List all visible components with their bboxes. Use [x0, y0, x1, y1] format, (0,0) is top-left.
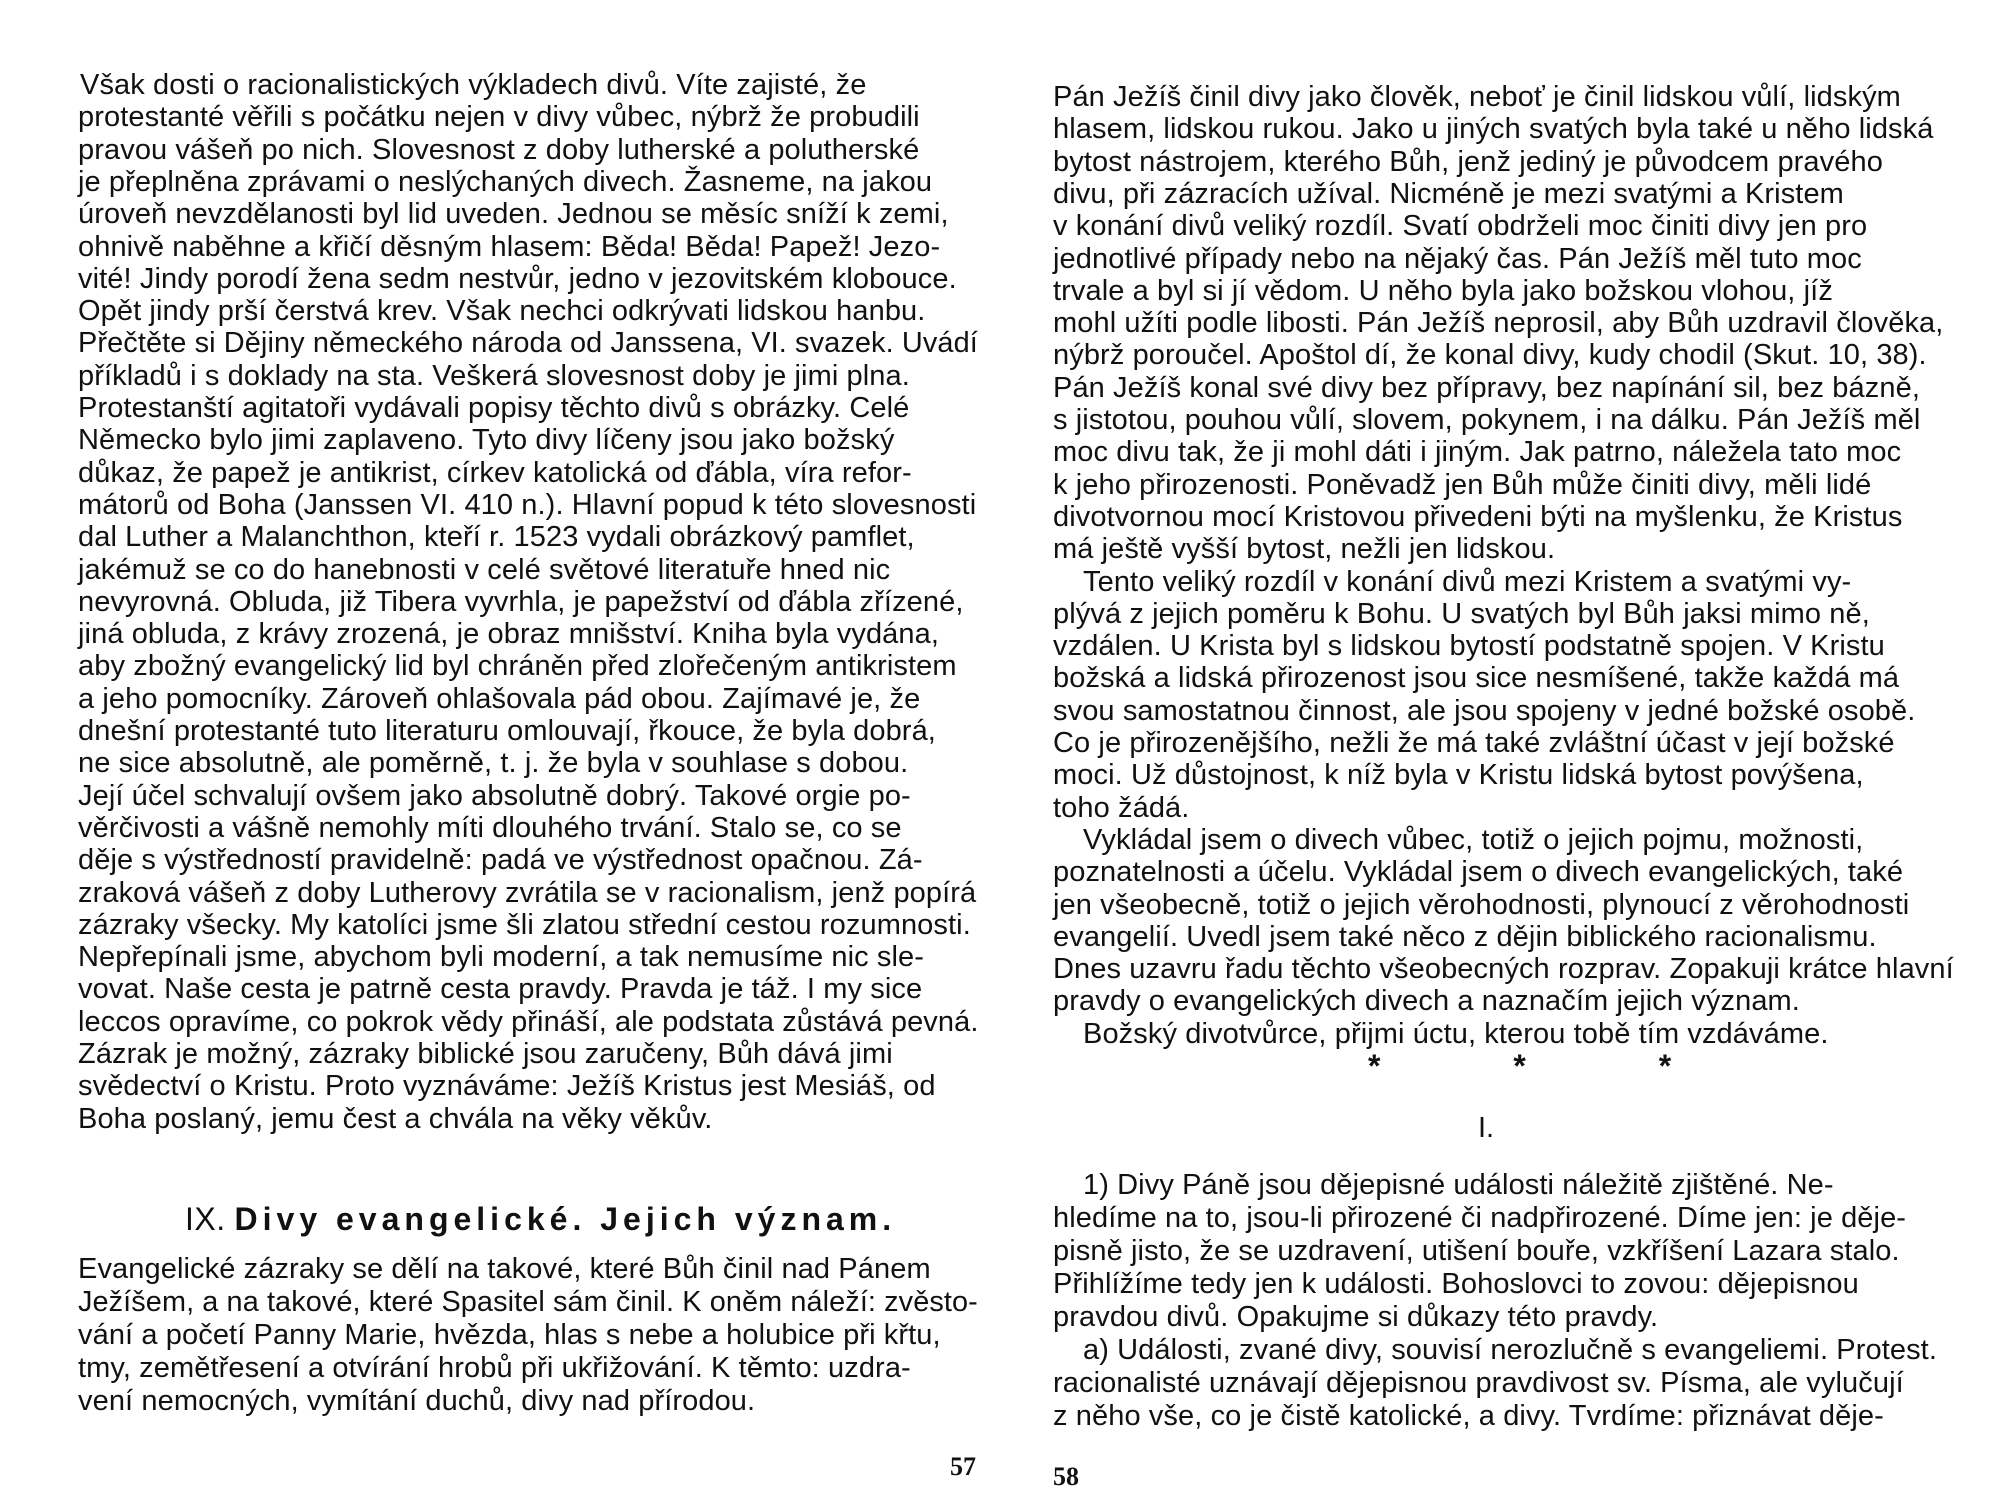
text-line: protestanté věřili s počátku nejen v divy vůbec, nýbrž že probudili: [78, 101, 920, 134]
text-line: Pán Ježíš konal své divy bez přípravy, bez napínání sil, bez bázně,: [1053, 371, 1920, 404]
text-line: aby zbožný evangelický lid byl chráněn před zlořečeným antikristem: [78, 650, 957, 683]
text-line: 1) Divy Páně jsou dějepisné události náležitě zjištěné. Ne-: [1083, 1169, 1834, 1201]
text-line: Opět jindy prší čerstvá krev. Však nechci odkrývati lidskou hanbu.: [78, 295, 926, 328]
text-line: hledíme na to, jsou-li přirozené či nadpřirozené. Díme jen: je děje-: [1053, 1202, 1907, 1234]
text-line: moc divu tak, že ji mohl dáti i jiným. Jak patrno, náležela tato moc: [1053, 436, 1902, 469]
text-line: jen všeobecně, totiž o jejich věrohodnosti, plynoucí z věrohodnosti: [1053, 888, 1910, 921]
text-line: s jistotou, pouhou vůlí, slovem, pokynem, i na dálku. Pán Ježíš měl: [1053, 404, 1921, 436]
text-line: Nepřepínali jsme, abychom byli moderní, a tak nemusíme nic sle-: [78, 941, 925, 974]
text-line: jednotlivé případy nebo na nějaký čas. Pán Ježíš měl tuto moc: [1053, 242, 1862, 275]
text-line: pravou vášeň po nich. Slovesnost z doby lutherské a polutherské: [78, 133, 920, 166]
text-line: a) Události, zvané divy, souvisí nerozlučně s evangeliemi. Protest.: [1083, 1334, 1938, 1366]
text-line: a jeho pomocníky. Zároveň ohlašovala pád obou. Zajímavé je, že: [78, 682, 921, 715]
page-number-right: 58: [1053, 1462, 1079, 1491]
text-line: ne sice absolutně, ale poměrně, t. j. že byla v souhlase s dobou.: [78, 747, 909, 780]
text-line: vovat. Naše cesta je patrně cesta pravdy. Pravda je táž. I my sice: [78, 973, 923, 1006]
text-line: poznatelnosti a účelu. Vykládal jsem o divech evangelických, také: [1053, 856, 1904, 889]
chapter-heading: [185, 1200, 896, 1238]
text-line: Její účel schvalují ovšem jako absolutně dobrý. Takové orgie po-: [78, 779, 911, 812]
text-line: vání a početí Panny Marie, hvězda, hlas s nebe a holubice při křtu,: [78, 1319, 941, 1351]
text-line: vzdálen. U Krista byl s lidskou bytostí podstatně spojen. V Kristu: [1053, 630, 1885, 663]
chapter-number: IX.: [185, 1201, 226, 1237]
text-line: úroveň nevzdělanosti byl lid uveden. Jednou se měsíc sníží k zemi,: [78, 198, 949, 231]
text-line: divu, při zázracích užíval. Nicméně je mezi svatými a Kristem: [1053, 177, 1844, 210]
section-label: I.: [1478, 1112, 1495, 1144]
text-line: bytost nástrojem, kterého Bůh, jenž jediný je původcem pravého: [1053, 145, 1883, 178]
text-line: dal Luther a Malanchthon, kteří r. 1523 vydali obrázkový pamflet,: [78, 521, 915, 554]
text-line: nevyrovná. Obluda, již Tibera vyvrhla, je papežství od ďábla zřízené,: [78, 585, 964, 618]
text-line: děje s výstředností pravidelně: padá ve výstřednost opačnou. Zá-: [78, 844, 923, 877]
text-line: pravdou divů. Opakujme si důkazy této pravdy.: [1053, 1301, 1659, 1333]
text-line: ohnivě naběhne a křičí děsným hlasem: Běda! Běda! Papež! Jezo-: [78, 230, 941, 263]
text-line: trvale a byl si jí vědom. U něho byla jako božskou vlohou, jíž: [1053, 274, 1833, 307]
text-line: svou samostatnou činnost, ale jsou spojeny v jedné božské osobě.: [1053, 694, 1916, 727]
text-line: věrčivosti a vášně nemohly míti dlouhého trvání. Stalo se, co se: [78, 811, 902, 844]
text-line: tmy, zemětřesení a otvírání hrobů při ukřižování. K těmto: uzdra-: [78, 1352, 911, 1384]
text-line: Přečtěte si Dějiny německého národa od Janssena, VI. svazek. Uvádí: [78, 327, 978, 360]
text-line: mohl užíti podle libosti. Pán Ježíš neprosil, aby Bůh uzdravil člověka,: [1053, 307, 1944, 340]
text-line: Dnes uzavru řadu těchto všeobecných rozprav. Zopakuji krátce hlavní: [1053, 953, 1954, 986]
text-line: zraková vášeň z doby Lutherovy zvrátila se v racionalism, jenž popírá: [78, 876, 977, 909]
text-line: Přihlížíme tedy jen k události. Bohoslovci to zovou: dějepisnou: [1053, 1268, 1859, 1300]
text-line: mátorů od Boha (Janssen VI. 410 n.). Hlavní popud k této slovesnosti: [78, 488, 977, 521]
text-line: evangelií. Uvedl jsem také něco z dějin biblického racionalismu.: [1053, 920, 1877, 953]
text-line: nýbrž poroučel. Apoštol dí, že konal divy, kudy chodil (Skut. 10, 38).: [1053, 339, 1927, 372]
text-line: k jeho přirozenosti. Poněvadž jen Bůh může činiti divy, měli lidé: [1053, 468, 1872, 501]
text-line: racionalisté uznávají dějepisnou pravdivost sv. Písma, ale vylučují: [1053, 1367, 1904, 1399]
text-line: Tento veliký rozdíl v konání divů mezi Kristem a svatými vy-: [1083, 565, 1852, 598]
text-line: Vykládal jsem o divech vůbec, totiž o jejich pojmu, možnosti,: [1083, 823, 1864, 856]
section-separator-stars: * * *: [1368, 1048, 1734, 1084]
text-line: z něho vše, co je čistě katolické, a divy. Tvrdíme: přiznávat děje-: [1053, 1400, 1884, 1432]
text-line: vení nemocných, vymítání duchů, divy nad přírodou.: [78, 1385, 756, 1417]
text-line: božská a lidská přirozenost jsou sice nesmíšené, takže každá má: [1053, 662, 1900, 695]
text-line: Protestanští agitatoři vydávali popisy těchto divů s obrázky. Celé: [78, 392, 910, 424]
chapter-title: Divy evangelické. Jejich význam.: [234, 1201, 897, 1237]
right-page: [1003, 0, 2006, 1500]
text-line: Co je přirozenějšího, nežli že má také zvláštní účast v její božské: [1053, 727, 1895, 759]
text-line: příkladů i s doklady na sta. Veškerá slovesnost doby je jimi plna.: [78, 359, 910, 392]
text-line: svědectví o Kristu. Proto vyznáváme: Ježíš Kristus jest Mesiáš, od: [78, 1070, 936, 1103]
text-line: Zázrak je možný, zázraky biblické jsou zaručeny, Bůh dává jimi: [78, 1038, 893, 1070]
text-line: zázraky všecky. My katolíci jsme šli zlatou střední cestou rozumnosti.: [78, 908, 971, 941]
text-line: toho žádá.: [1053, 791, 1190, 824]
text-line: moci. Už důstojnost, k níž byla v Kristu lidská bytost povýšena,: [1053, 759, 1864, 792]
text-line: leccos opravíme, co pokrok vědy přináší, ale podstata zůstává pevná.: [78, 1005, 979, 1038]
text-line: je přeplněna zprávami o neslýchaných divech. Žasneme, na jakou: [78, 165, 933, 198]
text-line: Však dosti o racionalistických výkladech divů. Víte zajisté, že: [80, 69, 867, 101]
text-line: pravdy o evangelických divech a naznačím jejich význam.: [1053, 985, 1800, 1018]
text-line: Německo bylo jimi zaplaveno. Tyto divy líčeny jsou jako božský: [78, 424, 895, 457]
text-line: dnešní protestanté tuto literaturu omlouvají, řkouce, že byla dobrá,: [78, 715, 936, 747]
text-line: vité! Jindy porodí žena sedm nestvůr, jedno v jezovitském klobouce.: [78, 262, 957, 295]
text-line: Pán Ježíš činil divy jako člověk, neboť je činil lidskou vůlí, lidským: [1053, 81, 1901, 113]
text-line: Boha poslaný, jemu čest a chvála na věky věkův.: [78, 1102, 713, 1135]
text-line: divotvornou mocí Kristovou přivedeni býti na myšlenku, že Kristus: [1053, 500, 1903, 533]
text-line: hlasem, lidskou rukou. Jako u jiných svatých byla také u něho lidská: [1053, 113, 1934, 146]
text-line: plývá z jejich poměru k Bohu. U svatých byl Bůh jaksi mimo ně,: [1053, 597, 1870, 630]
text-line: má ještě vyšší bytost, nežli jen lidskou.: [1053, 533, 1556, 566]
page-number-left: 57: [950, 1452, 976, 1481]
text-line: v konání divů veliký rozdíl. Svatí obdrželi moc činiti divy jen pro: [1053, 210, 1868, 243]
text-line: pisně jisto, že se uzdravení, utišení bouře, vzkříšení Lazara stalo.: [1053, 1235, 1900, 1267]
text-line: Ježíšem, a na takové, které Spasitel sám činil. K oněm náleží: zvěsto-: [78, 1286, 978, 1318]
text-line: jiná obluda, z krávy zrozená, je obraz mnišství. Kniha byla vydána,: [78, 618, 940, 651]
text-line: Božský divotvůrce, přijmi úctu, kterou tobě tím vzdáváme.: [1083, 1017, 1829, 1050]
text-line: Evangelické zázraky se dělí na takové, které Bůh činil nad Pánem: [78, 1253, 931, 1285]
text-line: důkaz, že papež je antikrist, církev katolická od ďábla, víra refor-: [78, 456, 912, 489]
text-line: jakémuž se co do hanebnosti v celé světové literatuře hned nic: [78, 553, 891, 586]
